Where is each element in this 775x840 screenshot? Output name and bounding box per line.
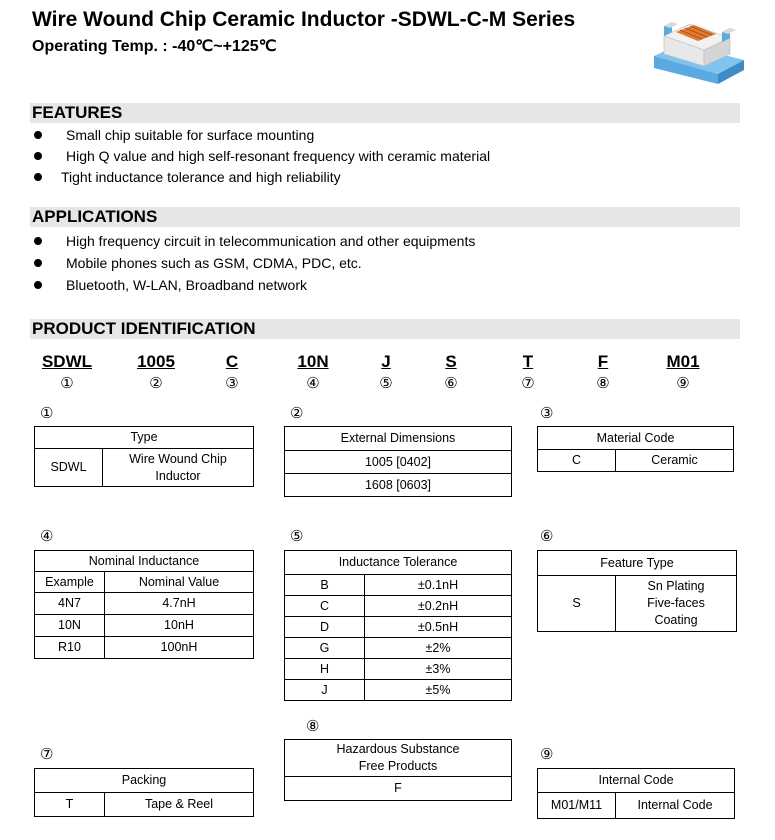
- table-header: Packing: [35, 769, 254, 793]
- table-number: ④: [40, 528, 54, 545]
- table-cell: 10N: [35, 615, 105, 637]
- list-item: Tight inductance tolerance and high reliability: [30, 169, 341, 185]
- bullet-icon: [34, 173, 42, 181]
- bullet-icon: [34, 131, 42, 139]
- table-cell: ±0.5nH: [365, 617, 512, 638]
- pid-code: 1005: [137, 352, 175, 371]
- table-cell: ±0.1nH: [365, 575, 512, 596]
- pid-code: SDWL: [41, 352, 93, 371]
- pid-number: ③: [225, 375, 239, 392]
- pid-code: M01: [666, 352, 700, 371]
- list-item: High Q value and high self-resonant frequency with ceramic material: [30, 148, 490, 164]
- table-cell: 10nH: [105, 615, 254, 637]
- pid-code: T: [522, 352, 534, 371]
- table-number: ⑥: [540, 528, 554, 545]
- tolerance-table: [284, 550, 512, 701]
- pid-number: ④: [306, 375, 320, 392]
- table-cell: H: [285, 659, 365, 680]
- table-col-header: Nominal Value: [105, 572, 254, 593]
- table-number: ⑧: [306, 718, 320, 735]
- table-number: ③: [540, 405, 554, 422]
- pid-number: ⑦: [521, 375, 535, 392]
- table-cell: 4.7nH: [105, 593, 254, 615]
- table-cell: Ceramic: [616, 450, 734, 472]
- pid-number: ②: [149, 375, 163, 392]
- table-cell: J: [285, 680, 365, 701]
- list-item: Small chip suitable for surface mounting: [30, 127, 314, 143]
- pid-number: ⑨: [676, 375, 690, 392]
- table-cell: 1608 [0603]: [285, 474, 512, 497]
- table-cell: C: [538, 450, 616, 472]
- table-cell: ±2%: [365, 638, 512, 659]
- table-cell: Wire Wound Chip Inductor: [103, 449, 254, 487]
- table-cell: S: [538, 576, 616, 632]
- bullet-icon: [34, 237, 42, 245]
- list-item: High frequency circuit in telecommunication and other equipments: [30, 233, 475, 249]
- table-number: ①: [40, 405, 54, 422]
- table-cell: B: [285, 575, 365, 596]
- table-header: Type: [35, 427, 254, 449]
- table-cell: T: [35, 793, 105, 817]
- features-bar: [30, 103, 740, 123]
- inductor-chip-image: [650, 10, 746, 86]
- pid-code: S: [445, 352, 457, 371]
- feature-table: [537, 550, 737, 632]
- pid-code: F: [597, 352, 609, 371]
- table-cell: 1005 [0402]: [285, 451, 512, 474]
- page-title: Wire Wound Chip Ceramic Inductor -SDWL-C-M Series: [32, 8, 576, 31]
- pid-code: C: [225, 352, 239, 371]
- table-header: Internal Code: [538, 769, 735, 793]
- table-cell: C: [285, 596, 365, 617]
- bullet-icon: [34, 152, 42, 160]
- table-cell: ±3%: [365, 659, 512, 680]
- list-item: Mobile phones such as GSM, CDMA, PDC, etc.: [30, 255, 362, 271]
- pid-number: ①: [60, 375, 74, 392]
- table-cell: R10: [35, 637, 105, 659]
- table-header: Hazardous Substance Free Products: [285, 740, 512, 777]
- table-number: ⑨: [540, 746, 554, 763]
- table-cell: ±5%: [365, 680, 512, 701]
- table-header: External Dimensions: [285, 427, 512, 451]
- table-col-header: Example: [35, 572, 105, 593]
- pid-number: ⑧: [596, 375, 610, 392]
- internal-table: [537, 768, 735, 819]
- hazardous-table: [284, 739, 512, 801]
- table-cell: 100nH: [105, 637, 254, 659]
- table-number: ②: [290, 405, 304, 422]
- packing-table: [34, 768, 254, 817]
- table-cell: F: [285, 777, 512, 801]
- list-item: Bluetooth, W-LAN, Broadband network: [30, 277, 307, 293]
- inductance-table: [34, 550, 254, 659]
- table-cell: M01/M11: [538, 793, 616, 819]
- table-cell: Sn Plating Five-faces Coating: [616, 576, 737, 632]
- applications-heading: APPLICATIONS: [32, 207, 158, 226]
- table-header: Material Code: [538, 427, 734, 450]
- table-number: ⑦: [40, 746, 54, 763]
- table-header: Feature Type: [538, 551, 737, 576]
- table-header: Inductance Tolerance: [285, 551, 512, 575]
- table-cell: G: [285, 638, 365, 659]
- features-heading: FEATURES: [32, 103, 123, 122]
- table-cell: D: [285, 617, 365, 638]
- bullet-icon: [34, 281, 42, 289]
- product-id-heading: PRODUCT IDENTIFICATION: [32, 319, 256, 338]
- dimensions-table: [284, 426, 512, 497]
- pid-code: 10N: [297, 352, 329, 371]
- table-cell: Tape & Reel: [105, 793, 254, 817]
- type-table: [34, 426, 254, 487]
- pid-code: J: [381, 352, 391, 371]
- table-cell: SDWL: [35, 449, 103, 487]
- page-subtitle: Operating Temp. : -40℃~+125℃: [32, 38, 277, 55]
- table-cell: 4N7: [35, 593, 105, 615]
- pid-number: ⑤: [379, 375, 393, 392]
- material-table: [537, 426, 734, 472]
- table-cell: ±0.2nH: [365, 596, 512, 617]
- bullet-icon: [34, 259, 42, 267]
- pid-number: ⑥: [444, 375, 458, 392]
- table-header: Nominal Inductance: [35, 551, 254, 572]
- table-number: ⑤: [290, 528, 304, 545]
- table-cell: Internal Code: [616, 793, 735, 819]
